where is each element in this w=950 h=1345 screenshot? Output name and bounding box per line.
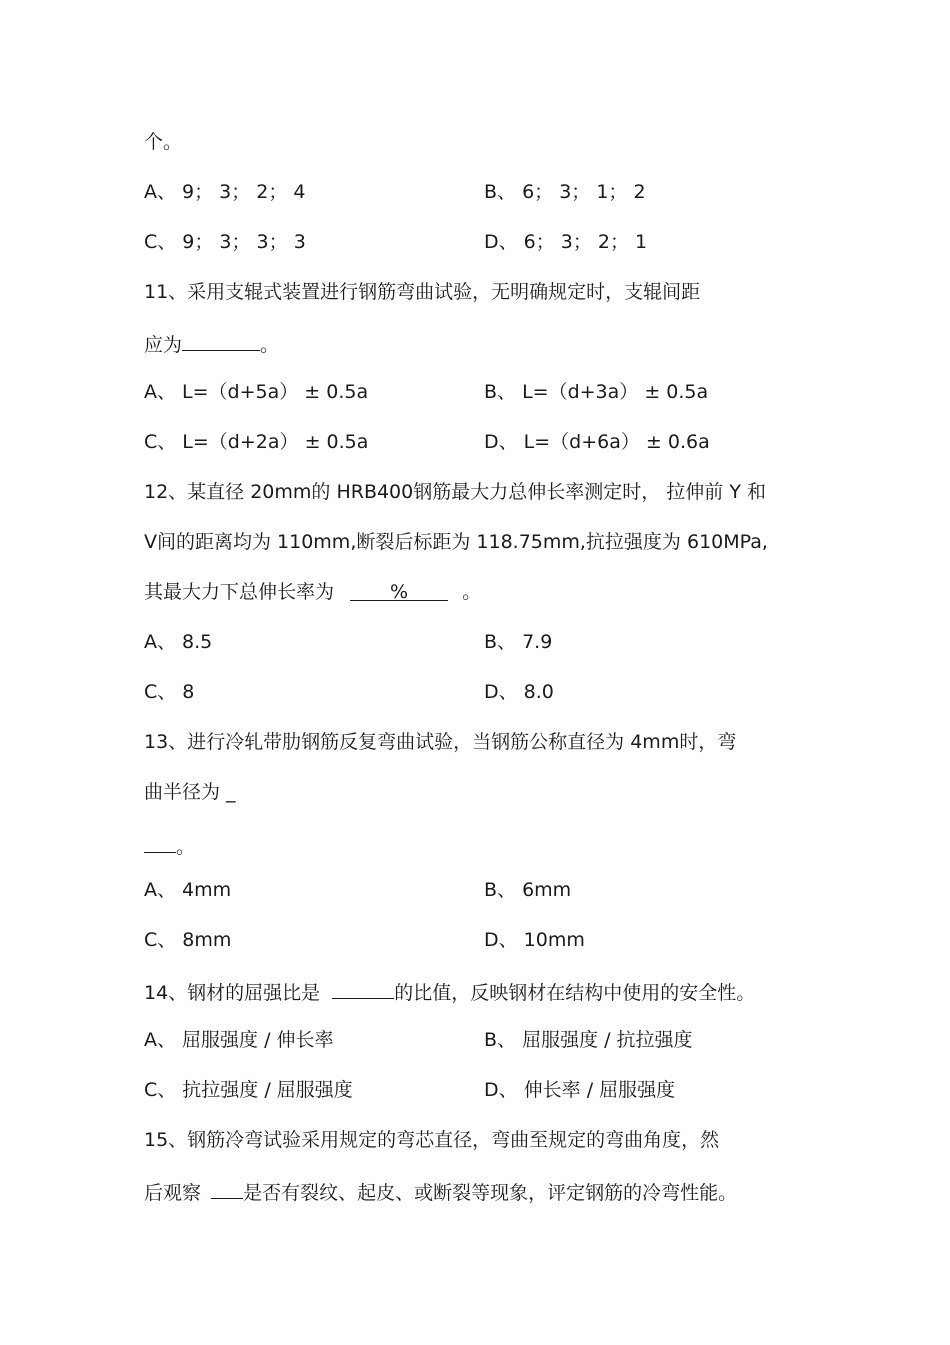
- question-11-option-b: B、 L=（d+3a） ± 0.5a: [484, 381, 709, 403]
- question-14-option-a: A、 屈服强度 / 伸长率: [144, 1029, 334, 1051]
- question-12-text-cont: V间的距离均为 110mm,断裂后标距为 118.75mm,抗拉强度为 610MPa,: [144, 531, 768, 553]
- text-segment: 的比值，反映钢材在结构中使用的安全性。: [394, 982, 756, 1004]
- answer-blank: %: [350, 580, 448, 601]
- question-11-option-d: D、 L=（d+6a） ± 0.6a: [484, 431, 710, 453]
- answer-blank: [144, 832, 176, 853]
- question-13-option-c: C、 8mm: [144, 929, 232, 951]
- question-14-text: [144, 978, 755, 1005]
- option-b: B、 6； 3； 1； 2: [484, 181, 646, 203]
- text-segment: 应为: [144, 334, 183, 356]
- text-segment: 。: [176, 836, 196, 858]
- question-11-text: 11、采用支辊式装置进行钢筋弯曲试验，无明确规定时，支辊间距: [144, 281, 701, 303]
- question-13-text: 13、进行冷轧带肋钢筋反复弯曲试验，当钢筋公称直径为 4mm时，弯: [144, 731, 737, 753]
- question-11-option-c: C、 L=（d+2a） ± 0.5a: [144, 431, 369, 453]
- question-15-text: 15、钢筋冷弯试验采用规定的弯芯直径，弯曲至规定的弯曲角度，然: [144, 1129, 720, 1151]
- text-segment: 。: [260, 334, 280, 356]
- text-line: 个。: [144, 131, 183, 153]
- question-14-option-b: B、 屈服强度 / 抗拉强度: [484, 1029, 693, 1051]
- question-12-text: 12、某直径 20mm的 HRB400钢筋最大力总伸长率测定时， 拉伸前 Y 和: [144, 481, 766, 503]
- question-15-text-cont: [144, 1178, 737, 1205]
- text-segment: 。: [462, 581, 482, 603]
- question-13-text-cont: 曲半径为 _: [144, 781, 236, 803]
- question-13-text-cont2: [144, 832, 195, 859]
- question-12-text-cont2: [144, 580, 481, 604]
- question-12-option-d: D、 8.0: [484, 681, 554, 703]
- answer-blank: [211, 1178, 243, 1199]
- question-13-option-b: B、 6mm: [484, 879, 572, 901]
- text-segment: 其最大力下总伸长率为: [144, 581, 335, 603]
- text-segment: 14、钢材的屈强比是: [144, 982, 321, 1004]
- text-segment: 后观察: [144, 1182, 202, 1204]
- text-segment: 是否有裂纹、起皮、或断裂等现象，评定钢筋的冷弯性能。: [243, 1182, 738, 1204]
- question-11-option-a: A、 L=（d+5a） ± 0.5a: [144, 381, 369, 403]
- answer-blank: [332, 978, 394, 999]
- question-12-option-c: C、 8: [144, 681, 195, 703]
- question-11-text-cont: [144, 330, 279, 357]
- option-d: D、 6； 3； 2； 1: [484, 231, 648, 253]
- option-a: A、 9； 3； 2； 4: [144, 181, 306, 203]
- question-14-option-c: C、 抗拉强度 / 屈服强度: [144, 1079, 353, 1101]
- option-c: C、 9； 3； 3； 3: [144, 231, 306, 253]
- question-12-option-a: A、 8.5: [144, 631, 213, 653]
- question-13-option-a: A、 4mm: [144, 879, 232, 901]
- question-12-option-b: B、 7.9: [484, 631, 553, 653]
- answer-blank: [182, 330, 260, 351]
- question-14-option-d: D、 伸长率 / 屈服强度: [484, 1079, 676, 1101]
- question-13-option-d: D、 10mm: [484, 929, 585, 951]
